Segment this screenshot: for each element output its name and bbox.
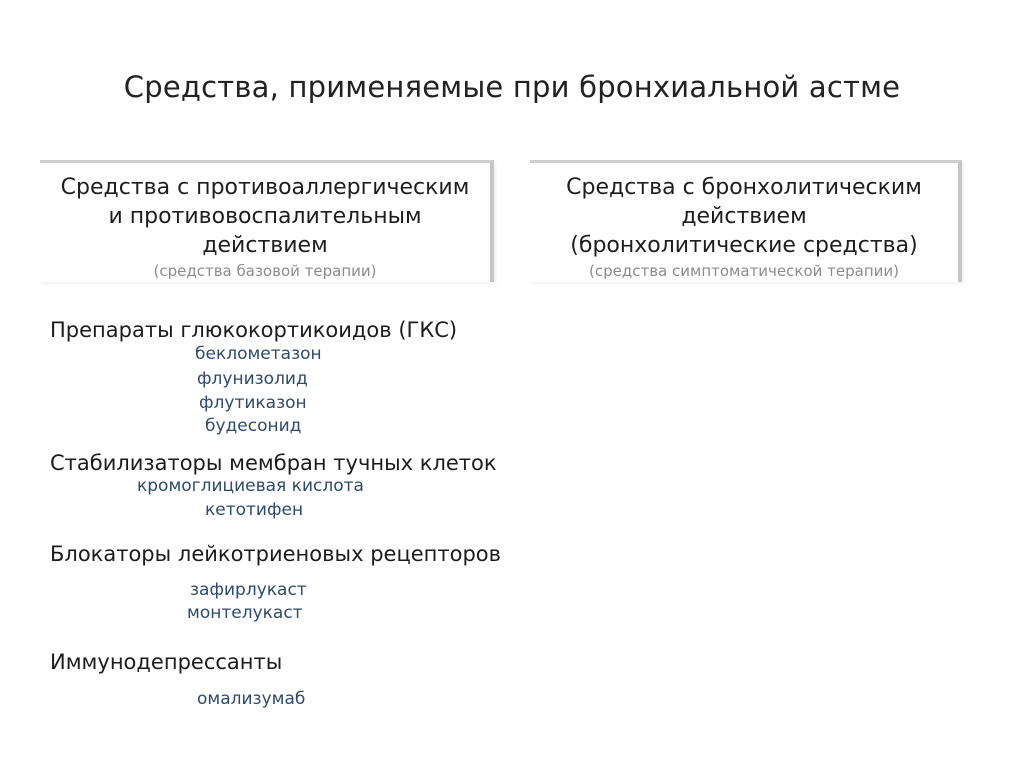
symptomatic-therapy-line-2: действием: [681, 204, 807, 229]
group-title-mast-cell: Стабилизаторы мембран тучных клеток: [50, 451, 497, 475]
group-title-gcs: Препараты глюкокортикоидов (ГКС): [50, 318, 458, 342]
base-therapy-subtitle: (средства базовой терапии): [153, 262, 377, 280]
drug-item: будесонид: [205, 416, 302, 436]
drug-item: флутиказон: [199, 393, 307, 413]
base-therapy-line-1: Средства с противоаллергическим: [60, 175, 470, 200]
drug-item: кетотифен: [205, 500, 304, 520]
drug-item: флунизолид: [197, 369, 308, 389]
drug-item: зафирлукаст: [190, 580, 307, 600]
base-therapy-box: [40, 160, 494, 282]
symptomatic-therapy-subtitle: (средства симптоматической терапии): [589, 262, 899, 280]
symptomatic-therapy-box: [530, 160, 962, 282]
drug-item: беклометазон: [195, 344, 322, 364]
drug-item: монтелукаст: [187, 603, 303, 623]
symptomatic-therapy-line-1: Средства с бронхолитическим: [566, 175, 922, 200]
drug-item: омализумаб: [197, 689, 306, 709]
slide-title: Средства, применяемые при бронхиальной астме: [123, 70, 901, 104]
base-therapy-line-3: действием: [202, 233, 328, 258]
group-title-immunosuppressants: Иммунодепрессанты: [50, 650, 283, 674]
symptomatic-therapy-line-3: (бронхолитические средства): [570, 233, 918, 258]
base-therapy-line-2: и противовоспалительным: [108, 204, 422, 229]
drug-item: кромоглициевая кислота: [137, 476, 364, 496]
group-title-leukotriene: Блокаторы лейкотриеновых рецепторов: [50, 542, 502, 566]
